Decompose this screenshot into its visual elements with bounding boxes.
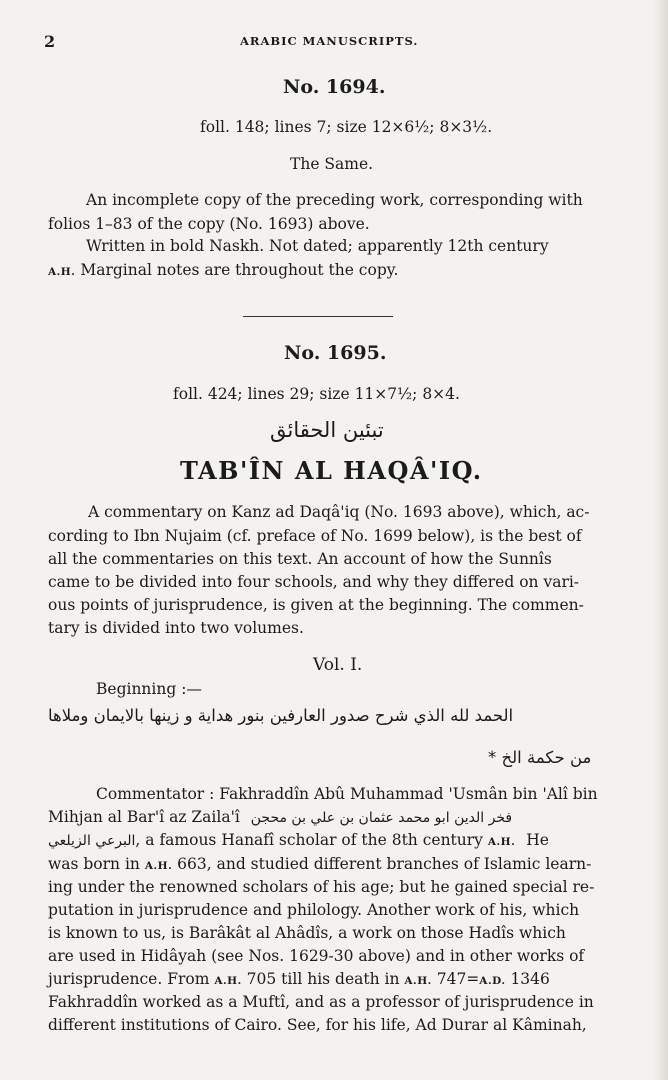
volume-heading: Vol. I. <box>313 655 363 675</box>
commentator-line: putation in jurisprudence and philology. Another work of his, which <box>48 901 580 919</box>
description-line: Written in bold Naskh. Not dated; apparently 12th century <box>86 237 549 255</box>
description-line: A commentary on Kanz ad Daqâ'iq (No. 1693 above), which, ac- <box>88 503 590 521</box>
description-line: folios 1–83 of the copy (No. 1693) above. <box>48 215 370 233</box>
entry-title: The Same. <box>290 155 374 173</box>
beginning-arabic: الحمد لله الذي شرح صدور العارفين بنور هداية و زينها بالايمان وملاها <box>48 706 514 725</box>
beginning-arabic: من حكمة الخ * <box>488 748 592 767</box>
era-abbrev: A.H. <box>48 266 76 278</box>
entry-folios: foll. 424; lines 29; size 11×7½; 8×4. <box>173 385 460 403</box>
commentator-line: Fakhraddîn worked as a Muftî, and as a professor of jurisprudence in <box>48 993 594 1011</box>
commentator-name: Mihjan al Bar'î az Zaila'î <box>48 808 240 826</box>
commentator-line <box>48 808 512 826</box>
commentator-line: البرعي الزيلعي, a famous Hanafî scholar of the 8th century A.H. He <box>48 831 549 849</box>
commentator-line: are used in Hidâyah (see Nos. 1629-30 above) and in other works of <box>48 947 585 965</box>
arabic-title: تبئين الحقائق <box>270 418 384 442</box>
entry-number: No. 1695. <box>284 342 387 364</box>
section-divider <box>243 316 393 317</box>
commentator-line: Commentator : Fakhraddîn Abû Muhammad 'Usmân bin 'Alî bin <box>96 785 598 803</box>
page-edge-shadow <box>654 0 668 1080</box>
page-number: 2 <box>44 32 56 51</box>
commentator-line: was born in A.H. 663, and studied different branches of Islamic learn- <box>48 855 592 873</box>
commentator-line: is known to us, is Barâkât al Ahâdîs, a work on those Hadîs which <box>48 924 566 942</box>
commentator-line: ing under the renowned scholars of his age; but he gained special re- <box>48 878 595 896</box>
description-line: came to be divided into four schools, and why they differed on vari- <box>48 573 580 591</box>
description-line: ous points of jurisprudence, is given at the beginning. The commen- <box>48 596 584 614</box>
description-line: tary is divided into two volumes. <box>48 619 304 637</box>
commentator-line: jurisprudence. From A.H. 705 till his death in A.H. 747=A.D. 1346 <box>48 970 550 988</box>
description-line: cording to Ibn Nujaim (cf. preface of No. 1699 below), is the best of <box>48 527 582 545</box>
entry-folios: foll. 148; lines 7; size 12×6½; 8×3½. <box>200 118 493 136</box>
beginning-label: Beginning :— <box>96 680 202 698</box>
description-line: all the commentaries on this text. An account of how the Sunnîs <box>48 550 552 568</box>
commentator-line: different institutions of Cairo. See, for his life, Ad Durar al Kâminah, <box>48 1016 587 1034</box>
entry-number: No. 1694. <box>283 76 386 98</box>
description-text: Marginal notes are throughout the copy. <box>80 261 399 279</box>
entry-title: TAB'ÎN AL HAQÂ'IQ. <box>180 456 483 485</box>
commentator-arabic: فخر الدين ابو محمد عثمان بن علي بن محجن <box>250 810 513 826</box>
description-line: An incomplete copy of the preceding work, corresponding with <box>86 191 583 209</box>
commentator-arabic: البرعي الزيلعي <box>48 833 136 849</box>
description-line <box>48 261 398 279</box>
running-head: ARABIC MANUSCRIPTS. <box>240 34 419 48</box>
